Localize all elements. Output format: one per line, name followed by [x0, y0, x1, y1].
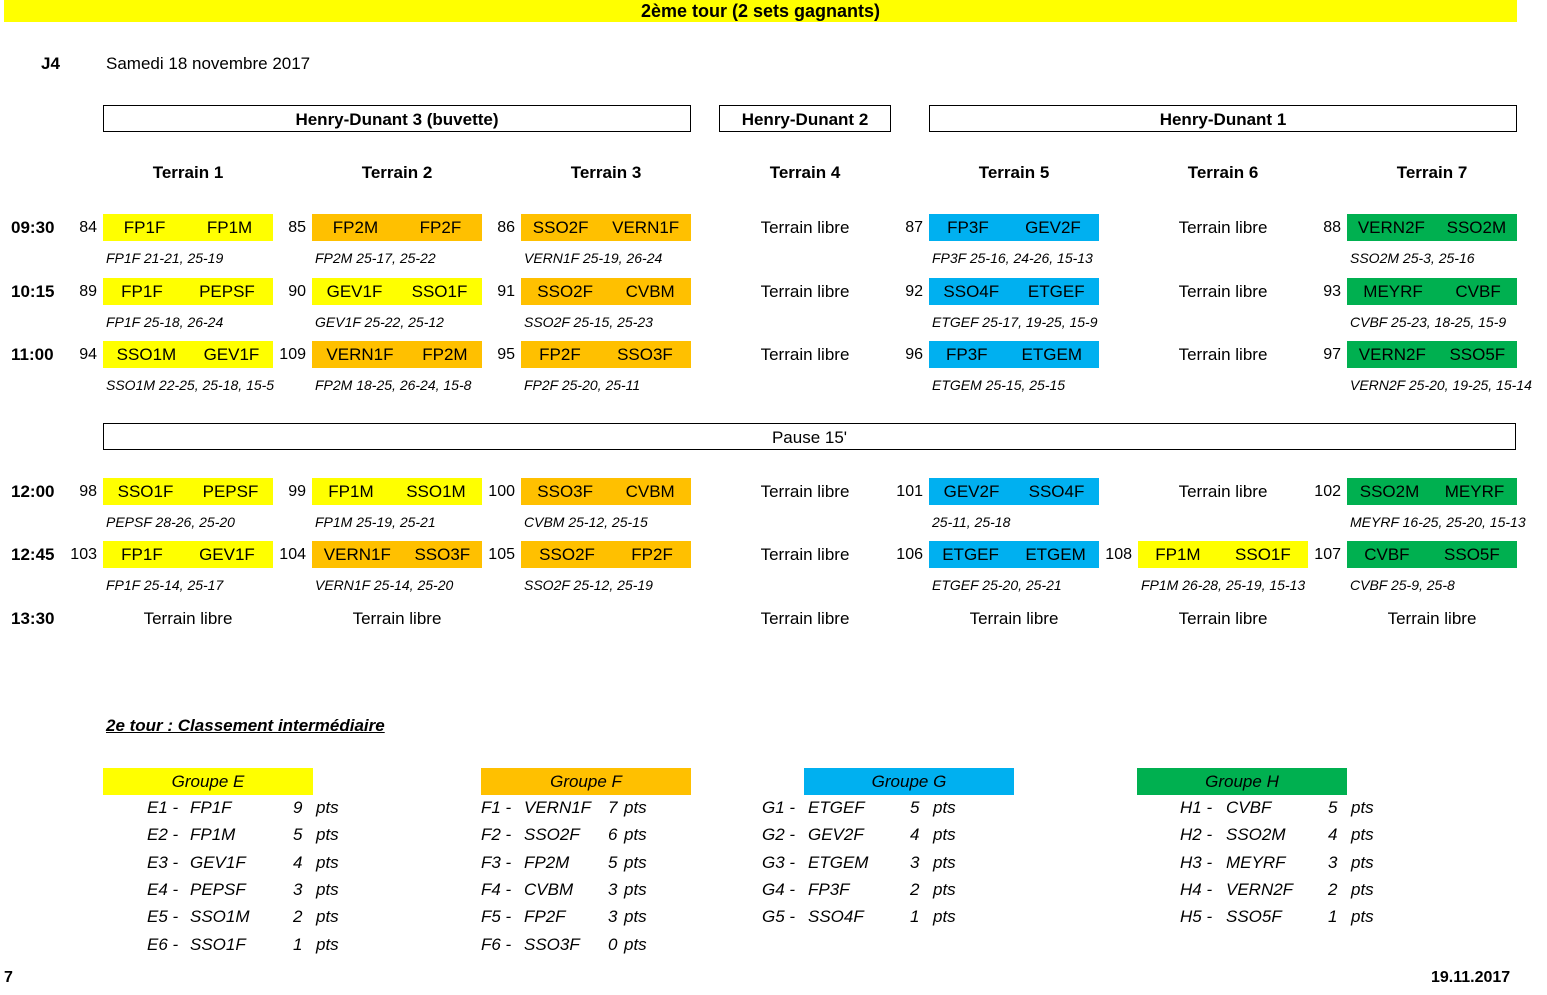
ranking-pos: E3 -	[147, 852, 179, 872]
ranking-pos: H1 -	[1180, 798, 1213, 817]
match-result: SSO2F 25-15, 25-23	[524, 314, 653, 330]
team-away: PEPSF	[199, 281, 255, 301]
match-number: 84	[79, 219, 97, 236]
match-number: 91	[497, 283, 515, 300]
free-court-label: Terrain libre	[760, 609, 850, 628]
match-cell	[929, 478, 1099, 505]
match-cell	[521, 214, 691, 241]
team-home: FP2F	[539, 344, 581, 364]
match-result: SSO2F 25-12, 25-19	[524, 577, 653, 593]
team-home: VERN1F	[323, 544, 391, 564]
match-cell	[312, 341, 482, 368]
match-number: 109	[279, 346, 306, 363]
ranking-title: 2e tour : Classement intermédiaire	[106, 716, 385, 735]
ranking-team: SSO4F	[808, 907, 864, 927]
match-number: 87	[905, 219, 923, 236]
ranking-unit: pts	[1351, 825, 1374, 845]
ranking-pos: E4 -	[147, 879, 179, 899]
ranking-pts: 3	[1328, 852, 1338, 872]
ranking-pos: H4 -	[1180, 879, 1213, 899]
ranking-pts: 3	[293, 879, 303, 899]
group-header: Groupe E	[103, 768, 313, 795]
match-cell	[103, 278, 273, 305]
match-cell	[103, 214, 273, 241]
team-home: FP3F	[947, 217, 989, 237]
match-number: 92	[905, 283, 923, 300]
ranking-pos: H3 -	[1180, 852, 1213, 872]
page-number: 7	[4, 969, 13, 986]
match-result: 25-11, 25-18	[932, 514, 1011, 530]
hall-header: Henry-Dunant 2	[719, 105, 891, 132]
group-header: Groupe G	[804, 768, 1014, 795]
ranking-team: VERN1F	[524, 798, 592, 817]
ranking-team: PEPSF	[190, 879, 246, 899]
match-result: CVBF 25-9, 25-8	[1350, 577, 1455, 593]
team-home: VERN2F	[1358, 344, 1426, 364]
team-home: FP2M	[332, 217, 379, 237]
match-result: FP1F 25-14, 25-17	[106, 577, 224, 593]
team-home: SSO3F	[537, 481, 594, 501]
team-home: GEV2F	[943, 481, 1000, 501]
ranking-pos: F3 -	[481, 852, 512, 872]
ranking-pos: G3 -	[762, 852, 796, 872]
team-home: SSO4F	[943, 281, 1000, 301]
match-result: ETGEM 25-15, 25-15	[932, 377, 1066, 393]
free-court-label: Terrain libre	[760, 482, 850, 501]
ranking-team: ETGEM	[808, 852, 869, 872]
ranking-pts: 3	[608, 907, 618, 927]
free-court-label: Terrain libre	[143, 609, 233, 628]
free-court-label: Terrain libre	[1178, 609, 1268, 628]
ranking-team: MEYRF	[1226, 852, 1286, 872]
team-home: VERN1F	[326, 344, 394, 364]
team-away: CVBF	[1455, 281, 1501, 301]
ranking-team: FP2M	[524, 852, 570, 872]
team-home: SSO1M	[116, 344, 177, 364]
team-home: CVBF	[1364, 544, 1410, 564]
match-result: VERN1F 25-14, 25-20	[315, 577, 454, 593]
match-result: FP3F 25-16, 24-26, 15-13	[932, 250, 1093, 266]
ranking-pts: 6	[608, 825, 618, 845]
team-away: SSO4F	[1028, 481, 1085, 501]
match-number: 97	[1323, 346, 1341, 363]
ranking-pts: 3	[608, 879, 618, 899]
team-away: ETGEF	[1027, 281, 1085, 301]
ranking-pts: 1	[910, 907, 920, 927]
ranking-pos: G5 -	[762, 907, 796, 927]
ranking-pts: 2	[1328, 879, 1338, 899]
team-home: FP1F	[121, 544, 163, 564]
ranking-pts: 4	[910, 825, 920, 845]
ranking-team: VERN2F	[1226, 879, 1294, 899]
ranking-pos: E5 -	[147, 907, 179, 927]
team-away: SSO3F	[414, 544, 471, 564]
ranking-pos: F6 -	[481, 934, 512, 954]
match-result: FP1F 25-18, 26-24	[106, 314, 224, 330]
ranking-team: SSO2M	[1226, 825, 1286, 845]
ranking-unit: pts	[624, 798, 647, 817]
hall-header: Henry-Dunant 3 (buvette)	[103, 105, 691, 132]
ranking-pts: 5	[1328, 798, 1338, 817]
ranking-team: ETGEF	[808, 798, 865, 817]
court-header: Terrain 7	[1396, 163, 1468, 182]
ranking-pts: 5	[910, 798, 920, 817]
team-away: ETGEM	[1025, 544, 1086, 564]
match-number: 100	[488, 483, 515, 500]
match-cell	[103, 341, 273, 368]
match-number: 96	[905, 346, 923, 363]
match-result: GEV1F 25-22, 25-12	[315, 314, 444, 330]
match-result: SSO2M 25-3, 25-16	[1350, 250, 1475, 266]
match-result: ETGEF 25-20, 25-21	[932, 577, 1062, 593]
match-cell	[929, 214, 1099, 241]
ranking-unit: pts	[1351, 879, 1374, 899]
team-home: FP1F	[121, 281, 163, 301]
page-title: 2ème tour (2 sets gagnants)	[4, 0, 1517, 22]
ranking-pts: 4	[293, 852, 303, 872]
match-number: 103	[70, 546, 97, 563]
team-away: FP2F	[419, 217, 462, 237]
ranking-unit: pts	[933, 852, 956, 872]
ranking-unit: pts	[933, 907, 956, 927]
match-cell	[312, 478, 482, 505]
ranking-unit: pts	[624, 852, 647, 872]
ranking-pos: G4 -	[762, 879, 796, 899]
ranking-pos: F1 -	[481, 798, 512, 817]
match-number: 94	[79, 346, 97, 363]
match-cell	[929, 541, 1099, 568]
team-away: SSO1M	[406, 481, 466, 501]
ranking-team: CVBM	[524, 879, 574, 899]
team-away: VERN1F	[612, 217, 680, 237]
team-home: VERN2F	[1357, 217, 1425, 237]
match-result: FP2M 25-17, 25-22	[315, 250, 436, 266]
ranking-pts: 0	[608, 934, 618, 954]
team-away: FP1M	[206, 217, 253, 237]
match-cell	[312, 541, 482, 568]
ranking-team: FP2F	[524, 907, 566, 927]
team-home: SSO2F	[532, 217, 589, 237]
time-slot: 12:45	[11, 545, 55, 564]
team-home: MEYRF	[1363, 281, 1423, 301]
match-number: 107	[1314, 546, 1341, 563]
team-home: FP1M	[1155, 544, 1201, 564]
team-away: CVBM	[625, 481, 675, 501]
match-number: 85	[288, 219, 306, 236]
team-home: SSO2F	[537, 281, 594, 301]
ranking-pos: F4 -	[481, 879, 512, 899]
match-result: FP2F 25-20, 25-11	[524, 377, 641, 393]
ranking-pos: F2 -	[481, 825, 512, 845]
team-away: CVBM	[625, 281, 675, 301]
hall-header: Henry-Dunant 1	[929, 105, 1517, 132]
match-result: ETGEF 25-17, 19-25, 15-9	[932, 314, 1098, 330]
match-number: 88	[1323, 219, 1341, 236]
court-header: Terrain 4	[769, 163, 841, 182]
ranking-unit: pts	[624, 825, 647, 845]
time-slot: 09:30	[11, 218, 55, 237]
match-result: FP1M 25-19, 25-21	[315, 514, 436, 530]
court-header: Terrain 2	[361, 163, 433, 182]
team-home: ETGEF	[942, 544, 999, 564]
day-code: J4	[41, 54, 60, 73]
match-number: 95	[497, 346, 515, 363]
free-court-label: Terrain libre	[760, 345, 850, 364]
team-away: ETGEM	[1021, 344, 1082, 364]
ranking-team: SSO1F	[190, 934, 246, 954]
ranking-team: FP1F	[190, 798, 232, 817]
match-number: 90	[288, 283, 306, 300]
time-slot: 12:00	[11, 482, 55, 501]
ranking-pos: G2 -	[762, 825, 796, 845]
free-court-label: Terrain libre	[760, 218, 850, 237]
match-cell	[1347, 478, 1517, 505]
ranking-team: GEV2F	[808, 825, 864, 845]
team-away: SSO1F	[411, 281, 468, 301]
ranking-unit: pts	[316, 852, 339, 872]
match-number: 105	[488, 546, 515, 563]
match-cell	[1347, 278, 1517, 305]
free-court-label: Terrain libre	[1178, 345, 1268, 364]
free-court-label: Terrain libre	[1178, 282, 1268, 301]
match-cell	[1347, 214, 1517, 241]
match-cell	[312, 278, 482, 305]
team-away: GEV1F	[203, 344, 260, 364]
team-away: GEV1F	[199, 544, 255, 564]
match-result: CVBF 25-23, 18-25, 15-9	[1350, 314, 1507, 330]
free-court-label: Terrain libre	[1178, 218, 1268, 237]
ranking-unit: pts	[624, 907, 647, 927]
free-court-label: Terrain libre	[1387, 609, 1477, 628]
match-result: FP1F 21-21, 25-19	[106, 250, 224, 266]
team-away: MEYRF	[1444, 481, 1505, 501]
match-cell	[1138, 541, 1308, 568]
team-home: GEV1F	[326, 281, 383, 301]
match-cell	[521, 478, 691, 505]
match-cell	[1347, 341, 1517, 368]
match-cell	[521, 341, 691, 368]
ranking-pos: E1 -	[147, 798, 179, 817]
match-number: 104	[279, 546, 306, 563]
match-number: 106	[896, 546, 923, 563]
match-result: PEPSF 28-26, 25-20	[106, 514, 235, 530]
court-header: Terrain 5	[978, 163, 1050, 182]
ranking-unit: pts	[316, 934, 339, 954]
match-result: FP1M 26-28, 25-19, 15-13	[1141, 577, 1306, 593]
match-cell	[312, 214, 482, 241]
match-result: MEYRF 16-25, 25-20, 15-13	[1350, 514, 1526, 530]
match-cell	[103, 541, 273, 568]
team-home: SSO1F	[117, 481, 174, 501]
free-court-label: Terrain libre	[760, 282, 850, 301]
ranking-team: FP3F	[808, 879, 850, 899]
match-result: FP2M 18-25, 26-24, 15-8	[315, 377, 472, 393]
ranking-pts: 5	[293, 825, 303, 845]
free-court-label: Terrain libre	[352, 609, 442, 628]
match-number: 98	[79, 483, 97, 500]
match-cell	[521, 541, 691, 568]
ranking-unit: pts	[316, 907, 339, 927]
ranking-pos: G1 -	[762, 798, 796, 817]
match-number: 102	[1314, 483, 1341, 500]
ranking-unit: pts	[933, 798, 956, 817]
court-header: Terrain 6	[1187, 163, 1259, 182]
match-cell	[103, 478, 273, 505]
team-away: FP2M	[422, 344, 468, 364]
ranking-team: CVBF	[1226, 798, 1272, 817]
ranking-team: SSO5F	[1226, 907, 1282, 927]
match-number: 93	[1323, 283, 1341, 300]
match-number: 99	[288, 483, 306, 500]
ranking-pts: 4	[1328, 825, 1338, 845]
group-header: Groupe F	[481, 768, 691, 795]
footer-date: 19.11.2017	[1431, 969, 1511, 986]
ranking-unit: pts	[933, 825, 956, 845]
ranking-unit: pts	[1351, 907, 1374, 927]
match-number: 86	[497, 219, 515, 236]
match-cell	[1347, 541, 1517, 568]
ranking-pts: 2	[910, 879, 920, 899]
match-number: 89	[79, 283, 97, 300]
match-cell	[929, 341, 1099, 368]
time-slot: 13:30	[11, 609, 55, 628]
match-cell	[929, 278, 1099, 305]
court-header: Terrain 3	[570, 163, 642, 182]
match-number: 108	[1105, 546, 1132, 563]
ranking-team: SSO3F	[524, 934, 580, 954]
ranking-unit: pts	[1351, 798, 1374, 817]
ranking-pts: 3	[910, 852, 920, 872]
ranking-pts: 5	[608, 852, 618, 872]
ranking-team: FP1M	[190, 825, 236, 845]
ranking-pts: 7	[608, 798, 618, 817]
ranking-team: SSO1M	[190, 907, 250, 927]
ranking-pos: E2 -	[147, 825, 179, 845]
ranking-unit: pts	[933, 879, 956, 899]
time-slot: 11:00	[11, 345, 54, 364]
court-header: Terrain 1	[152, 163, 224, 182]
team-away: SSO3F	[617, 344, 673, 364]
team-away: SSO1F	[1235, 544, 1291, 564]
team-home: FP3F	[945, 344, 988, 364]
match-cell	[521, 278, 691, 305]
team-away: SSO2M	[1446, 217, 1507, 237]
ranking-pts: 1	[293, 934, 303, 954]
ranking-unit: pts	[624, 934, 647, 954]
ranking-pts: 1	[1328, 907, 1338, 927]
team-away: FP2F	[631, 544, 673, 564]
ranking-pos: E6 -	[147, 934, 179, 954]
free-court-label: Terrain libre	[1178, 482, 1268, 501]
ranking-pts: 9	[293, 798, 303, 817]
pause-bar: Pause 15'	[103, 423, 1516, 450]
team-away: PEPSF	[202, 481, 259, 501]
ranking-pos: H5 -	[1180, 907, 1213, 927]
team-away: SSO5F	[1444, 544, 1500, 564]
match-result: VERN2F 25-20, 19-25, 15-14	[1350, 377, 1532, 393]
free-court-label: Terrain libre	[969, 609, 1059, 628]
ranking-pts: 2	[293, 907, 303, 927]
match-result: SSO1M 22-25, 25-18, 15-5	[106, 377, 275, 393]
team-home: FP1M	[328, 481, 374, 501]
match-result: VERN1F 25-19, 26-24	[524, 250, 663, 266]
match-number: 101	[896, 483, 923, 500]
ranking-unit: pts	[316, 879, 339, 899]
day-date: Samedi 18 novembre 2017	[106, 54, 311, 73]
ranking-pos: F5 -	[481, 907, 512, 927]
ranking-unit: pts	[624, 879, 647, 899]
free-court-label: Terrain libre	[760, 545, 850, 564]
ranking-team: SSO2F	[524, 825, 580, 845]
team-away: SSO5F	[1449, 344, 1506, 364]
team-away: GEV2F	[1025, 217, 1081, 237]
match-result: CVBM 25-12, 25-15	[524, 514, 648, 530]
team-home: SSO2M	[1359, 481, 1420, 501]
time-slot: 10:15	[11, 282, 55, 301]
team-home: SSO2F	[539, 544, 595, 564]
ranking-unit: pts	[316, 825, 339, 845]
group-header: Groupe H	[1137, 768, 1347, 795]
ranking-unit: pts	[1351, 852, 1374, 872]
ranking-team: GEV1F	[190, 852, 246, 872]
ranking-unit: pts	[316, 798, 339, 817]
team-home: FP1F	[123, 217, 166, 237]
ranking-pos: H2 -	[1180, 825, 1213, 845]
